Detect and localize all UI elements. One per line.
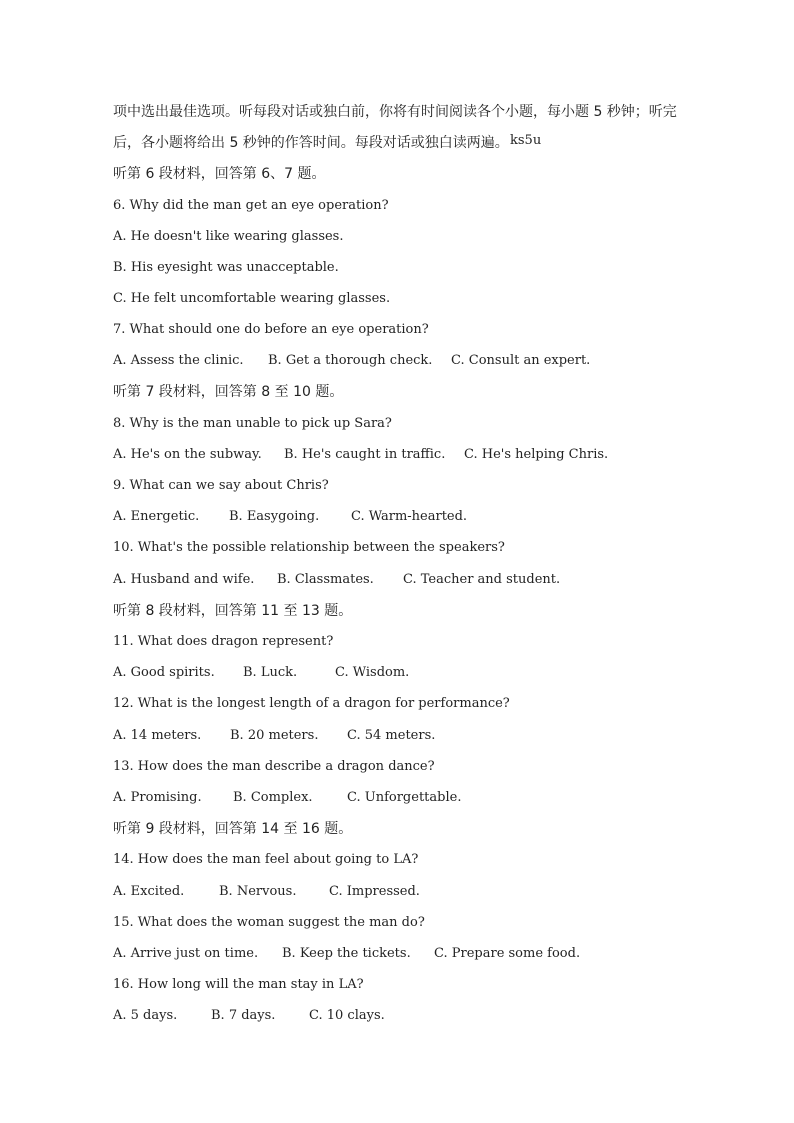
question-6-stem: 6. Why did the man get an eye operation? [113,198,389,213]
question-8-option-b: B. He's caught in traffic. [284,447,446,462]
question-7-option-c: C. Consult an expert. [451,353,591,368]
question-9-stem: 9. What can we say about Chris? [113,478,329,493]
watermark-text: ks5u [510,133,542,148]
question-11-options [113,665,409,681]
section-8-header: 听第 8 段材料，回答第 11 至 13 题。 [113,603,353,619]
question-7-stem: 7. What should one do before an eye operation? [113,322,429,337]
question-8-option-c: C. He's helping Chris. [464,447,609,462]
question-12-option-b: B. 20 meters. [230,728,319,743]
question-13-option-c: C. Unforgettable. [347,790,462,805]
question-15-option-a: A. Arrive just on time. [113,946,259,961]
section-7-header: 听第 7 段材料，回答第 8 至 10 题。 [113,384,344,400]
question-11-option-a: A. Good spirits. [113,665,215,680]
question-12-option-a: A. 14 meters. [113,728,202,743]
question-14-stem: 14. How does the man feel about going to LA? [113,852,419,867]
question-6-option-a: A. He doesn't like wearing glasses. [113,229,344,244]
question-16-option-a: A. 5 days. [113,1008,178,1023]
question-9-option-c: C. Warm-hearted. [351,509,468,524]
question-12-option-c: C. 54 meters. [347,728,436,743]
question-10-option-b: B. Classmates. [277,572,374,587]
question-6-option-c: C. He felt uncomfortable wearing glasses. [113,291,391,306]
question-6-option-b: B. His eyesight was unacceptable. [113,260,339,275]
question-10-options [113,572,560,588]
question-16-options [113,1008,385,1024]
question-7-options [113,353,590,369]
question-7-option-b: B. Get a thorough check. [268,353,433,368]
question-9-option-b: B. Easygoing. [229,509,320,524]
intro-line-1: 项中选出最佳选项。听每段对话或独白前，你将有时间阅读各个小题，每小题 5 秒钟；听完 [113,104,677,120]
question-10-stem: 10. What's the possible relationship between the speakers? [113,540,505,555]
question-14-options [113,884,420,900]
question-8-options [113,447,608,463]
question-9-option-a: A. Energetic. [113,509,200,524]
question-13-option-a: A. Promising. [113,790,202,805]
intro-line-2: 后，各小题将给出 5 秒钟的作答时间。每段对话或独白读两遍。 [113,135,509,151]
question-9-options [113,509,467,525]
question-8-stem: 8. Why is the man unable to pick up Sara? [113,416,392,431]
section-9-header: 听第 9 段材料，回答第 14 至 16 题。 [113,821,353,837]
question-10-option-a: A. Husband and wife. [113,572,255,587]
question-14-option-c: C. Impressed. [329,884,420,899]
section-6-header: 听第 6 段材料，回答第 6、7 题。 [113,166,326,182]
question-14-option-a: A. Excited. [113,884,185,899]
question-10-option-c: C. Teacher and student. [403,572,561,587]
question-13-options [113,790,461,806]
question-16-stem: 16. How long will the man stay in LA? [113,977,364,992]
question-16-option-c: C. 10 clays. [309,1008,385,1023]
question-8-option-a: A. He's on the subway. [113,447,262,462]
question-11-stem: 11. What does dragon represent? [113,634,334,649]
question-11-option-c: C. Wisdom. [335,665,410,680]
question-15-options [113,946,580,962]
question-16-option-b: B. 7 days. [211,1008,276,1023]
question-13-stem: 13. How does the man describe a dragon dance? [113,759,435,774]
question-11-option-b: B. Luck. [243,665,298,680]
question-12-options [113,728,435,744]
question-14-option-b: B. Nervous. [219,884,297,899]
question-7-option-a: A. Assess the clinic. [113,353,244,368]
question-15-stem: 15. What does the woman suggest the man do? [113,915,425,930]
question-13-option-b: B. Complex. [233,790,313,805]
question-12-stem: 12. What is the longest length of a dragon for performance? [113,696,510,711]
question-15-option-c: C. Prepare some food. [434,946,581,961]
question-15-option-b: B. Keep the tickets. [282,946,411,961]
